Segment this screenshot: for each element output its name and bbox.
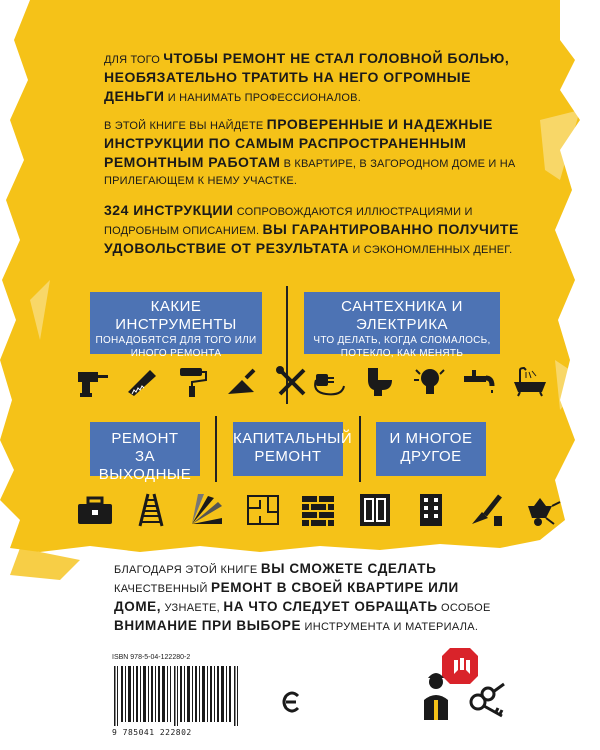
section-title-line: КАПИТАЛЬНЫЙ xyxy=(233,430,353,447)
highlight-text: ЧТОБЫ РЕМОНТ НЕ СТАЛ ГОЛОВНОЙ БОЛЬЮ, НЕОБЯЗАТЕЛЬНО ТРАТИТЬ НА НЕГО ОГРОМНЫЕ ДЕНЬГИ xyxy=(104,50,510,104)
section-more xyxy=(376,422,486,476)
section-title-line: ДРУГОЕ xyxy=(400,448,462,465)
plug-icon xyxy=(312,366,348,398)
barcode-number: 9 785041 222802 xyxy=(112,728,192,737)
section-plumbing xyxy=(304,292,500,359)
vertical-divider xyxy=(215,416,217,482)
text: УЗНАЕТЕ, xyxy=(161,602,224,614)
section-title-line: РЕМОНТ xyxy=(254,448,322,465)
plumbing-icon-row xyxy=(312,366,548,398)
highlight-text: РЕМОНТ В СВОЕЙ КВАРТИРЕ ИЛИ ДОМЕ, xyxy=(114,580,459,614)
toilet-icon xyxy=(362,366,398,398)
building-icon xyxy=(412,492,450,528)
section-title: КАКИЕ ИНСТРУМЕНТЫ xyxy=(115,298,237,333)
wheelbarrow-icon xyxy=(524,492,562,528)
window-icon xyxy=(356,492,394,528)
misc-icon-row xyxy=(76,492,562,528)
section-title-line: ЗА ВЫХОДНЫЕ xyxy=(98,448,192,483)
section-title: САНТЕХНИКА И ЭЛЕКТРИКА xyxy=(341,298,463,333)
highlight-text: ВЫ ГАРАНТИРОВАННО ПОЛУЧИТЕ УДОВОЛЬСТВИЕ ОТ РЕЗУЛЬТАТА xyxy=(104,221,519,256)
text: И НАНИМАТЬ ПРОФЕССИОНАЛОВ. xyxy=(164,92,361,104)
section-major-repair xyxy=(233,422,353,476)
paint-roller-icon xyxy=(174,366,210,398)
section-title-line: И МНОГОЕ xyxy=(389,430,473,447)
trowel-icon xyxy=(224,366,260,398)
highlight-text: 324 ИНСТРУКЦИИ xyxy=(104,202,234,218)
text: СОПРОВОЖДАЮТСЯ ИЛЛЮСТРАЦИЯМИ И ПОДРОБНЫМ ОПИСАНИЕМ. xyxy=(104,206,473,237)
section-weekend-repair xyxy=(90,422,200,483)
highlight-text: ПРОВЕРЕННЫЕ И НАДЕЖНЫЕ ИНСТРУКЦИИ ПО САМЫМ РАСПРОСТРАНЕННЫМ РЕМОНТНЫМ РАБОТАМ xyxy=(104,116,493,170)
vertical-divider xyxy=(359,416,361,482)
drill-icon xyxy=(74,366,110,398)
bathtub-icon xyxy=(512,366,548,398)
isbn-label: ISBN 978-5-04-122280-2 xyxy=(112,654,191,661)
section-subtitle: ЧТО ДЕЛАТЬ, КОГДА СЛОМАЛОСЬ, ПОТЕКЛО, КАК МЕНЯТЬ xyxy=(313,335,491,359)
brick-wall-icon xyxy=(300,492,338,528)
floor-plan-icon xyxy=(244,492,282,528)
tools-icon-row xyxy=(74,366,310,398)
barcode xyxy=(112,666,242,726)
section-tools xyxy=(90,292,262,359)
intro-paragraph-2 xyxy=(104,116,524,190)
intro-paragraph-1 xyxy=(104,50,524,107)
color-swatch-icon xyxy=(188,492,226,528)
text: КАЧЕСТВЕННЫЙ xyxy=(114,583,212,595)
text: ОСОБОЕ xyxy=(437,602,491,614)
paint-brush-icon xyxy=(468,492,506,528)
text: В КВАРТИРЕ, В ЗАГОРОДНОМ ДОМЕ И НА ПРИЛЕГАЮЩЕМ К НЕМУ УЧАСТКЕ. xyxy=(104,158,516,187)
saw-icon xyxy=(124,366,160,398)
text: ДЛЯ ТОГО xyxy=(104,54,164,66)
wrench-screwdriver-icon xyxy=(274,366,310,398)
ladder-icon xyxy=(132,492,170,528)
highlight-text: ВЫ СМОЖЕТЕ СДЕЛАТЬ xyxy=(260,561,437,576)
faucet-icon xyxy=(462,366,498,398)
worker-stop-sign-keys-icon xyxy=(420,648,506,720)
text: В ЭТОЙ КНИГЕ ВЫ НАЙДЕТЕ xyxy=(104,120,267,132)
text: БЛАГОДАРЯ ЭТОЙ КНИГЕ xyxy=(114,564,261,576)
highlight-text: НА ЧТО СЛЕДУЕТ ОБРАЩАТЬ xyxy=(223,599,438,614)
intro-paragraph-3 xyxy=(104,202,524,259)
light-bulb-icon xyxy=(412,366,448,398)
closing-paragraph xyxy=(114,560,494,636)
text: И СЭКОНОМЛЕННЫХ ДЕНЕГ. xyxy=(349,244,513,256)
publisher-logo-icon xyxy=(282,690,302,714)
toolbox-icon xyxy=(76,492,114,528)
section-subtitle: ПОНАДОБЯТСЯ ДЛЯ ТОГО ИЛИ ИНОГО РЕМОНТА xyxy=(95,335,257,359)
text: ИНСТРУМЕНТА И МАТЕРИАЛА. xyxy=(301,621,479,633)
highlight-text: ВНИМАНИЕ ПРИ ВЫБОРЕ xyxy=(114,618,302,633)
section-title-line: РЕМОНТ xyxy=(111,430,179,447)
